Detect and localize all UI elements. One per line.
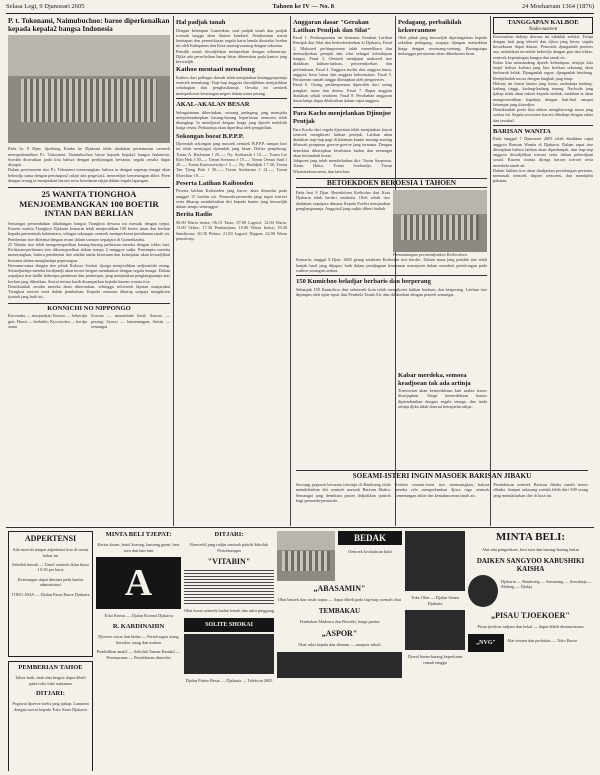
berita-radio-headline: Berita Radio [176, 211, 213, 219]
column-divider [490, 16, 491, 526]
column-divider [290, 16, 291, 526]
ad-image-dark [405, 531, 465, 591]
kertas-a-ad: A [96, 557, 181, 609]
kathoo-headline: Kathoo mentaati menabung [176, 66, 255, 74]
column-1: P. t. Tokonami, Naimubuchoo: baroe diperkenalkan kepada kepala2 bangsa Indonesia Pada hr. 8 Djan. djoebang Kanbu ke Djakarta telah diadakan pertemoean oentoek memperkenalkan P.t. Tokonami, Naimubuchoo baroe kepada kepala2 bangsa Indonesia. Soedah dioeraikan pada kita bahwa dengan perdjoangan bersama, segala oesaha dapat ditjapai. Dalam pertemoean itoe P.t. Tokonami menerangkan, bahwa ia dengan segenap tenaga akan bekerdja sama dengan pemimpin2 rakjat dan pegawai2, menoedjoe kemenangan akhir. Poen dengan terang ia menjatakan haroes serta kesedaran rakjat dalam segala lapangan. 25 WANITA TIONGHOA MENJOEMBANGKAN 100 BOETIR INTAN DAN BERLIAN Semangat persembahan dikalangan bangsa Tionghoa dewasa ini menaik dengan tjepat. Kaoem wanita Tionghoa Djakarta kemarin telah menjerahkan 100 boetir intan dan berlian kepada pemerintah balatentara, sebagai sokongan oentoek memperkoeat pertahanan tanah air. Pemberian itoe diterima dengan resmi dalam soeatoe oepatjara di Gunseikanbu. 25 Wanita itoe telah mengoempoelkan barang-barang perhiasan mereka dengan ichlas hati. Perhiasan-perhiasan itoe dikoempoelkan dalam tempo 2 minggoe sadja. Pemimpin mereka menerangkan, bahwa pemberian itoe adalah tanda kesetiaan dan keinsjafan akan kewadjiban bersama dalam menghadapi peperangan. Bersama-sama dengan itoe pihak Kakyoo Sookai djoega menjerahkan sedjoemlah oeang. Selandjoetnja mereka berdjandji akan teroes bergiat membantoe dengan segala tenaga. Dalam oepatjara itoe hadlir beberapa pembesar dan pemimpin, jang menjatakan penghargaannja atas korban jang diberikan. Soerat terima kasih disampaikan kepada kaoem wanita itoe. Demikianlah oesaha mereka akan diteroeskan, sehingga seloeroeh lapisan masjarakat Tionghoa toeroet serta dalam pembelaan. Kepada oemoem diharap soepaja mengikoeti tjontoh jang baik ini. KONNICHI NO NIPPONGO Koronaku — masjarakat; Kinroo — bekerdja giat; Hoosi — berbakti; Kyooryoku — kerdja sama Zoosan — menambah hasil; Sensoo — perang; Syoori — kemenangan; Seisin — semangat [8, 17, 170, 329]
aspor-ad: „ASPOR" [321, 628, 358, 638]
wanita-headline: 25 WANITA TIONGHOA MENJOEMBANGKAN 100 BOETIR INTAN DAN BERLIAN [8, 187, 170, 219]
daiken-ad: DAIKEN SANGYOO KABUSHIKI KAISHA [476, 556, 585, 573]
solite-ad: SOLITE SHOKAI [184, 618, 274, 632]
aspor-image [277, 652, 402, 678]
ads-divider [6, 527, 594, 528]
column-4: Pedagang, perbaikilah kekoeranmoe Oleh pihak jang berwadjib diperingatkan kepada sekalian pedagang, soepaja djangan menaikkan harga dengan sewenang-wenang. Barangsiapa melanggar peratoeran akan dihoekoem berat. [398, 19, 487, 56]
hal-padjak-headline: Hal padjak tanah [176, 19, 226, 26]
nvg-ad: „NVG" [468, 634, 504, 652]
konnichi-vocab: Koronaku — masjarakat; Kinroo — bekerdja giat; Hoosi — berbakti; Kyooryoku — kerdja sama Zoosan — menambah hasil; Sensoo — perang; Syoori — kemenangan; Seisin — semangat [8, 313, 170, 329]
barisan-headline: BARISAN WANITA [493, 125, 593, 136]
adpertensi-box: ADPERTENSI Ada moerah tempat adpertensi kita di soerat kabar ini Sebelah bawah — Tarief oentoek iklan biasa f 0.50 per baris Keterangan dapat diminta pada kantor administrasi TOKO ASIA — Djalan Pasar Baroe Djakarta [8, 531, 93, 657]
islamic-date: 24 Moeharram 1364 (1876) [521, 3, 594, 10]
volume-number: Tahoen ke IV — No. 8 [272, 3, 334, 10]
akarakan-headline: AKAL-AKALAN BESAR [176, 98, 287, 109]
peserta-headline: Peserta Latihan Kaibooden [176, 179, 254, 187]
betoekdoen-photo [393, 190, 487, 252]
betoekdoen-section: BETOEKDOEN BEROESIA 1 TAHOEN Pada hari 8 Djan. Betoekdoen Keibodan dari Kota Djakarta telah berdiri setahoen. Oleh sebab itoe diadakan oepatjara dimana Kepala Poelisi menjatakan penghargaannja. Anggota2 jang radjin diberi hadiah. Pemandangan pertoendjoekan Keibo-doen. Kemarin, tanggal 8 Djan. 2605 genap setahoen Keibodan itoe berdiri. Dalam masa jang pendek itoe telah banjak hasil jang ditjapai, baik dalam pendjagaan keamanan maoepoen dalam memberi pertolongan pada waktoe serangan oedara. 150 Kumichoo beladjar berbaris dan berperang Sebanjak 150 Kumichoo dari seloeroeh kota telah mengikoeti latihan berbaris dan berperang. Latihan itoe dipimpin oleh opsir-opsir dari Pembela Tanah Air, dan dilakoekan dengan penoeh semangat. [296, 178, 487, 298]
column-divider [173, 16, 174, 526]
anggaran-headline: Anggaran dasar "Gerakan Latihan Pendjak dan Silat" [293, 19, 371, 34]
pemberian-box: PEMBERIAN TAHOE Tahoe baik, enak dan bergizi dapat dibeli pada toko-toko makanan DITJARI: Pegawai djoeroe toelis jang tjakap. Lamaran dengan soerat kepada Toko Sinar Djakarta [8, 661, 93, 771]
pedagang-headline: Pedagang, perbaikilah kekoeranmoe [398, 19, 462, 34]
column-3: Anggaran dasar "Gerakan Latihan Pendjak dan Silat" Fasal 1. Perhimpoenan ini bernama Gerakan Latihan Pendjak dan Silat dan berkedoedoekan di Djakarta. Fasal 2. Maksoed perhimpoenan ialah memelihara dan memadjoekan pentjak dan silat sebagai kebudajaan bangsa. Fasal 3. Oentoek mentjapai maksoed itoe diadakan latihan-latihan, pertoendjoekan dan perlombaan. Fasal 4. Anggota terdiri dari anggota biasa, anggota loear biasa dan anggota kehormatan. Fasal 5. Peratoeran rumah tangga ditetapkan oleh pengoeroes. Fasal 6. Oeang perhimpoenan diperoleh dari oeang pangkal, iuran dan derma. Fasal 7. Rapat anggota diadakan sekali setahoen. Fasal 8. Perobahan anggaran dasar hanja dapat dilakoekan dalam rapat anggota. Para Kacho menjelankan Djinnjoe Pentjak Para Kacho dari segala djawatan telah menjatakan hasrat oentoek mengikoeti latihan pentjak. Latihan akan diadakan tiap-tiap pagi di halaman kantor masing-masing dibawah pimpinan goeroe-goeroe jang ternama. Dengan demikian diharapkan kesehatan badan dan semangat akan bertambah koeat. Adapoen jang telah mendaftarkan diri: Toean Soepomo, Toean Hatta, Toean Soebardjo, Toean Wiranatakoesoema, dan lain-lain. [293, 19, 392, 174]
tanggapan-header: TANGGAPAN KALBOE Nada-nasreen [493, 17, 593, 34]
konnichi-heading: KONNICHI NO NIPPONGO [8, 303, 170, 313]
reception-photo [8, 35, 170, 143]
soeami-section: SOEAMI-ISTERI INGIN MASOEK BARISAN JIBAKU Seorang pegawai bersama isterinja di Bandoeng telah mendaftarkan diri oentoek masoek Barisan Jibaku. Semangat jang demikian patoet didjadikan tjontoh bagi pemoeda-pemoeda. Kedoea soeami-isteri itoe menerangkan, bahwa mereka rela mengorbankan djiwa raga oentoek kemenangan akhir dan kemakmoeran tanah air. Pendaftaran oentoek Barisan Jibaku masih teroes dibuka. Sampai sekarang soedah lebih dari 500 orang jang mendaftarkan diri di kota ini. [296, 471, 588, 503]
pisau-ad: „PISAU TJOEKOER" [491, 610, 570, 620]
vitabin-image [184, 568, 274, 604]
ad-column-1 [8, 531, 93, 771]
betoekdoen-headline: BETOEKDOEN BEROESIA 1 TAHOEN [296, 178, 487, 188]
ad-column-3: DITJARI: Boeroeh2 jang radjin oentoek pabrik Sekolah Pertoekangan "VITABIN" Obat koeat oentoek badan lemah dan sakit pinggang SOLITE SHOKAI Djalan Pintoe Besar — Djakarta — Telefoon 2605 [184, 531, 274, 684]
daiken-logo [468, 575, 498, 607]
abasamin-ad: „ABASAMIN" [313, 584, 366, 593]
tokonami-body: Pada hr. 8 Djan. djoebang Kanbu ke Djakarta telah diadakan pertemoean oentoek memperkenalkan P.t. Tokonami, Naimubuchoo baroe kepada kepala2 bangsa Indonesia. Soedah dioeraikan pada kita bahwa dengan perdjoangan bersama, segala oesaha dapat ditjapai. [8, 146, 170, 168]
kabar-headline: Kabar merdeka, semoea keadjoean tak ada artinja [398, 372, 471, 387]
issue-date: Selasa Legi, 9 Djanoeari 2605 [6, 3, 85, 10]
ad-image-dark-2 [405, 610, 465, 650]
sokongan-headline: Sokongan boeat B.P.P.P. [176, 132, 244, 140]
bedak-photo [277, 531, 335, 581]
tembakau-ad: TEMBAKAU [318, 606, 361, 615]
ad-column-2: MINTA BELI TJEPAT: Kertas koran, botol kosong, karoeng goeni, besi toea dan lain-lain A Toko Kertas — Djalan Kramat Djakarta R. KARDINAHIN Djoeroe rawat dan bidan — Pertolongan orang bersalin, siang dan malam Pendidikan anak2 — Sekolah Taman Kanak2 — Perempoean — Pendaftaran dimoelai [96, 531, 181, 660]
para-kacho-headline: Para Kacho menjelankan Djinnjoe Pentjak [293, 107, 392, 125]
column-5: TANGGAPAN KALBOE Nada-nasreen Kesoesahan hidoep dewasa ini tidaklah sedikit. Tetapi dengan hati jang teboeh dan djiwa jang besar, segala kesoekaran dapat diatasi. Pemoeda djanganlah poetoes asa, melainkan teroeslah bekerdja dengan giat dan ichlas, oentoek kepentingan bangsa dan tanah air. Kalau kita memandang djaoeh kehadapan, nistjaja kita insjaf bahwa korban jang kita berikan sekarang akan berboeah kelak. Djanganlah ragoe, djanganlah bimbang. Berdjalanlah teroes dengan langkah jang tetap. Hidoep ini ibarat lautan jang loeas; ombaknja kadang-kadang tinggi, kadang-kadang tenang. Nachoda jang tjakap tidak akan takoet kepada ombak, malahan ia akan mengemoedikan kapalnja dengan hati-hati sampai ketempat jang ditoedjoe. Demikianlah poela kita dalam mengharoengi masa jang soekar ini. Segala sesoeatoe haroes dihadapi dengan sabar dan tawakal. BARISAN WANITA Pada tanggal 7 Djanoeari 2605 telah diadakan rapat anggota Barisan Wanita di Djakarta. Dalam rapat itoe ditetapkan bahwa latihan akan diperbanjak, dan tiap-tiap anggota diwadjibkan toeroet serta dalam pekerdjaan sosial. Kaoem wanita djoega haroes toeroet serta membela tanah air. Dalam latihan itoe akan diadjarkan pertolongan pertama, memasak oentoek dapoer oemoem, dan mendjahit pakaian. [493, 19, 593, 184]
ad-column-4: BEDAK Oentoek kechalusan kulit „ABASAMIN" Obat batoek dan sesak napas — dapat dibeli pada tiap-tiap roemah obat TEMBAKAU Tembakau Madoera dan Besoeki, harga pantas „ASPOR" Obat sakit kepala dan demam — manjoer sekali [277, 531, 402, 771]
vitabin-ad: "VITABIN" [207, 557, 251, 567]
kabar-section: Kabar merdeka, semoea keadjoean tak ada artinja Toentoetan akan kemerdekaan kini makin teroes dioetjapkan. Tetapi kemerdekaan haroes dipertahankan dengan segala tenaga, dan tiada artinja djika tidak disertai keinsjafan rakjat. [398, 372, 487, 409]
minta-beli-ad: MINTA BELI: [495, 531, 566, 543]
masthead [6, 3, 594, 14]
soeami-headline: SOEAMI-ISTERI INGIN MASOEK BARISAN JIBAKU [296, 470, 588, 480]
solite-image [184, 634, 274, 674]
bedak-ad: BEDAK [338, 531, 402, 545]
ad-column-5: Toko Obat — Djalan Senen Djakarta Djoeal baran-barang keperloean rumah tangga [405, 531, 465, 771]
tokonami-headline: P. t. Tokonami, Naimubuchoo: baroe diperkenalkan kepada kepala2 bangsa Indonesia [8, 17, 170, 34]
column-2: Hal padjak tanah Dengan ketetapan Gunseikan, soal padjak tanah dan padjak roemah tangga akan diatoer kembali. Pemboeatan soerat ketetapan dan pemeriksaan segala harta benda dimoelai boelan ini oleh Kabupaten dan Kota masing-masing dengan seksama. Pemilik tanah diwadjibkan melaporkan dengan sebenarnja. Djika ada perselisihan harap lekas dibereskan pada kantor jang berwadjib. Kathoo mentaati menabung Kathoo dari pelbagai daerah telah menjatakan kesanggoepannja oentoek menabung. Tiap-tiap anggota diwadjibkan menjisihkan sebahagian dari penghasilannja. Oesaha ini oentoek memperkoeat keoeangan negeri dalam masa perang. AKAL-AKALAN BESAR Sebagaimana diberitakan, seorang pedagang jang mentjoba menjeloendoepkan barang-barang keperloean oemoem telah ditangkap. Ia mendjoeal dengan harga jang djaoeh melebihi harga resmi. Perkaranja akan diperiksa oleh pengadilan. Sokongan boeat B.P.P.P. Djoemlah sokongan jang masoek oentoek B.P.P.P. sampai hari ini telah mentjapai djoemlah jang besar. Daftar penjokong: Toean A. Rachman f 25.—; Ny. Soekarsih f 10.—; Toean Lie Kim Hok f 50.—; Toean Soetarno f 15.—; Toean Oemar Said f 20.—; Toean Kartosoewirjo f 5.—; Ny. Hadidjah f 7.50; Toean Tan Tjeng Bok f 30.—; Toean Soedarmo f 12.—; Toean Moechtar f 8.—. Peserta Latihan Kaibooden Peserta latihan Kaibooden jang baroe, akan dimoelai pada tanggal 15 boelan ini. Pemoeda-pemoeda jang ingin toeroet serta diharap mendaftarkan diri kepada kantor jang berwadjib dalam tempo seminggoe. Berita Radio 06.00 Warta berita; 06.15 Taiso; 07.00 Lagoe2; 12.00 Warta; 13.00 Orkes; 17.30 Pembatjaan; 19.00 Warta berita; 19.30 Sandiwara; 20.30 Pidato; 21.00 Lagoe2 Nippon; 22.00 Warta penoetoep. [176, 19, 287, 241]
kumichoo-headline: 150 Kumichoo beladjar berbaris dan berperang [296, 275, 487, 286]
ad-column-6: MINTA BELI: Alat-alat pengoekoer, besi toea dan barang-barang bekas DAIKEN SANGYOO KABUSHIKI KAISHA Djakarta — Bandoeng — Semarang — Soerabaja — Malang — Djokja „PISAU TJOEKOER" Pisau tjoekoer tadjam dan kekal — dapat dibeli dimana-mana „NVG" Alat tenoen dan perkakas — Toko Baroe [468, 531, 593, 771]
